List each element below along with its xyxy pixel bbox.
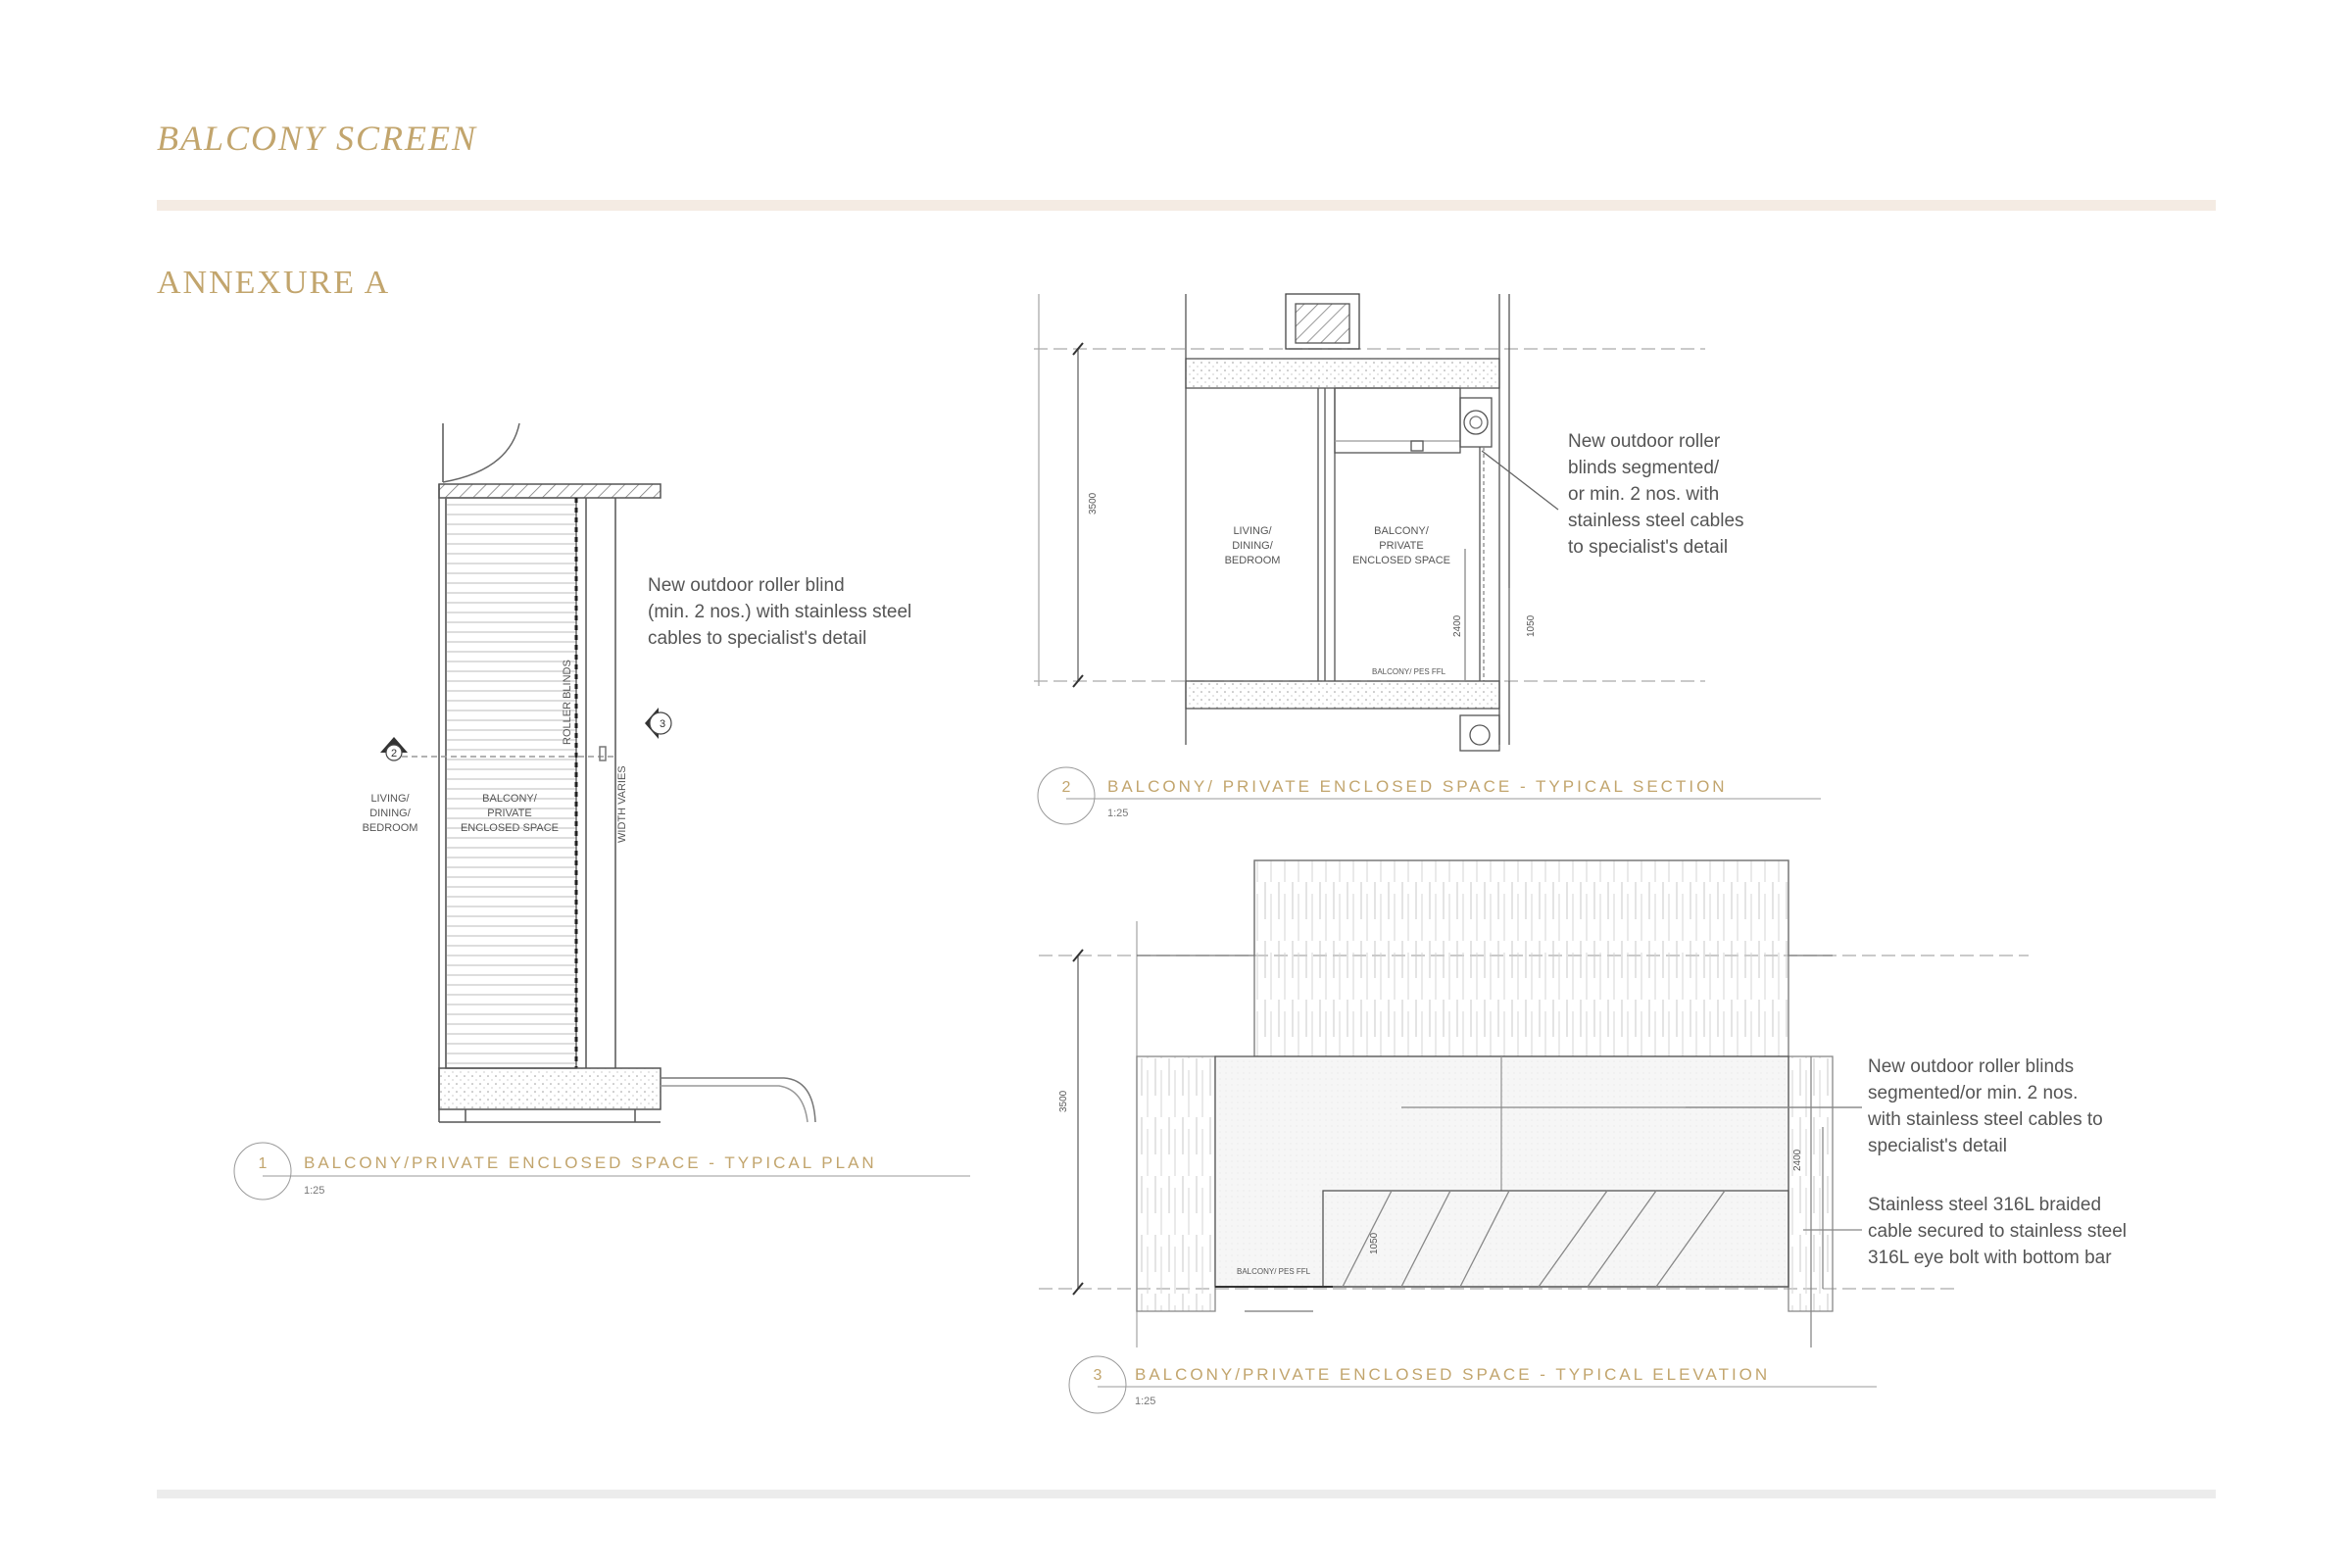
plan-roller-label: ROLLER BLINDS (562, 660, 573, 745)
section-ffl: BALCONY/ PES FFL (1372, 667, 1446, 676)
section-number: 2 (1061, 779, 1071, 796)
plan-drawing (392, 423, 815, 1122)
plan-number: 1 (258, 1155, 268, 1172)
plan-note-3: cables to specialist's detail (648, 628, 867, 649)
plan-scale: 1:25 (304, 1185, 325, 1197)
elevation-note1-2: segmented/or min. 2 nos. (1868, 1083, 2079, 1103)
plan-room-left-2: DINING/ (369, 808, 411, 819)
plan-title: BALCONY/PRIVATE ENCLOSED SPACE - TYPICAL PLAN (304, 1153, 877, 1172)
elevation-title-block (1069, 1356, 1877, 1413)
plan-elevation-marker (645, 708, 671, 739)
plan-room-right-1: BALCONY/ (482, 793, 537, 805)
section-dim-1050: 1050 (1526, 614, 1537, 637)
elevation-note2-2: cable secured to stainless steel (1868, 1221, 2128, 1242)
section-room-right-1: BALCONY/ (1374, 525, 1429, 537)
elevation-note2-3: 316L eye bolt with bottom bar (1868, 1248, 2112, 1268)
elevation-note1-4: specialist's detail (1868, 1136, 2007, 1156)
section-dim-2400: 2400 (1452, 614, 1463, 637)
elevation-ffl: BALCONY/ PES FFL (1237, 1267, 1311, 1276)
plan-room-right-2: PRIVATE (487, 808, 532, 819)
elevation-drawing (1039, 860, 2029, 1348)
page-subtitle: ANNEXURE A (157, 265, 391, 301)
section-title: BALCONY/ PRIVATE ENCLOSED SPACE - TYPICAL SECTION (1107, 777, 1728, 796)
section-room-left-2: DINING/ (1232, 540, 1273, 552)
plan-note-2: (min. 2 nos.) with stainless steel (648, 602, 912, 622)
plan-note-1: New outdoor roller blind (648, 575, 845, 596)
section-room-right-2: PRIVATE (1379, 540, 1424, 552)
page-title: BALCONY SCREEN (157, 119, 478, 158)
plan-room-left-3: BEDROOM (362, 822, 418, 834)
elevation-note1-3: with stainless steel cables to (1868, 1109, 2103, 1130)
section-dim-height: 3500 (1088, 492, 1099, 514)
elevation-scale: 1:25 (1135, 1396, 1156, 1407)
section-note-2: blinds segmented/ (1568, 458, 1720, 478)
section-scale: 1:25 (1107, 808, 1129, 819)
plan-marker-section-text: 2 (390, 748, 398, 760)
section-room-right-3: ENCLOSED SPACE (1351, 555, 1451, 566)
section-room-left-1: LIVING/ (1233, 525, 1272, 537)
plan-width-label: WIDTH VARIES (616, 765, 628, 843)
elevation-note2-1: Stainless steel 316L braided (1868, 1195, 2102, 1215)
plan-room-right-3: ENCLOSED SPACE (460, 822, 560, 834)
elevation-dim-2400: 2400 (1792, 1149, 1803, 1171)
section-room-left-3: BEDROOM (1224, 555, 1281, 566)
plan-room-left-1: LIVING/ (370, 793, 410, 805)
section-title-block (1038, 767, 1821, 824)
elevation-title: BALCONY/PRIVATE ENCLOSED SPACE - TYPICAL ELEVATION (1135, 1365, 1771, 1384)
elevation-number: 3 (1093, 1367, 1102, 1384)
section-note-4: stainless steel cables (1568, 511, 1744, 531)
elevation-note1-1: New outdoor roller blinds (1868, 1056, 2075, 1077)
plan-marker-elevation-text: 3 (659, 718, 666, 730)
plan-title-block (234, 1143, 970, 1200)
section-note-5: to specialist's detail (1568, 537, 1729, 558)
section-note-3: or min. 2 nos. with (1568, 484, 1720, 505)
section-note-1: New outdoor roller (1568, 431, 1721, 452)
elevation-dim-height: 3500 (1058, 1090, 1069, 1112)
elevation-dim-1050: 1050 (1369, 1232, 1380, 1254)
